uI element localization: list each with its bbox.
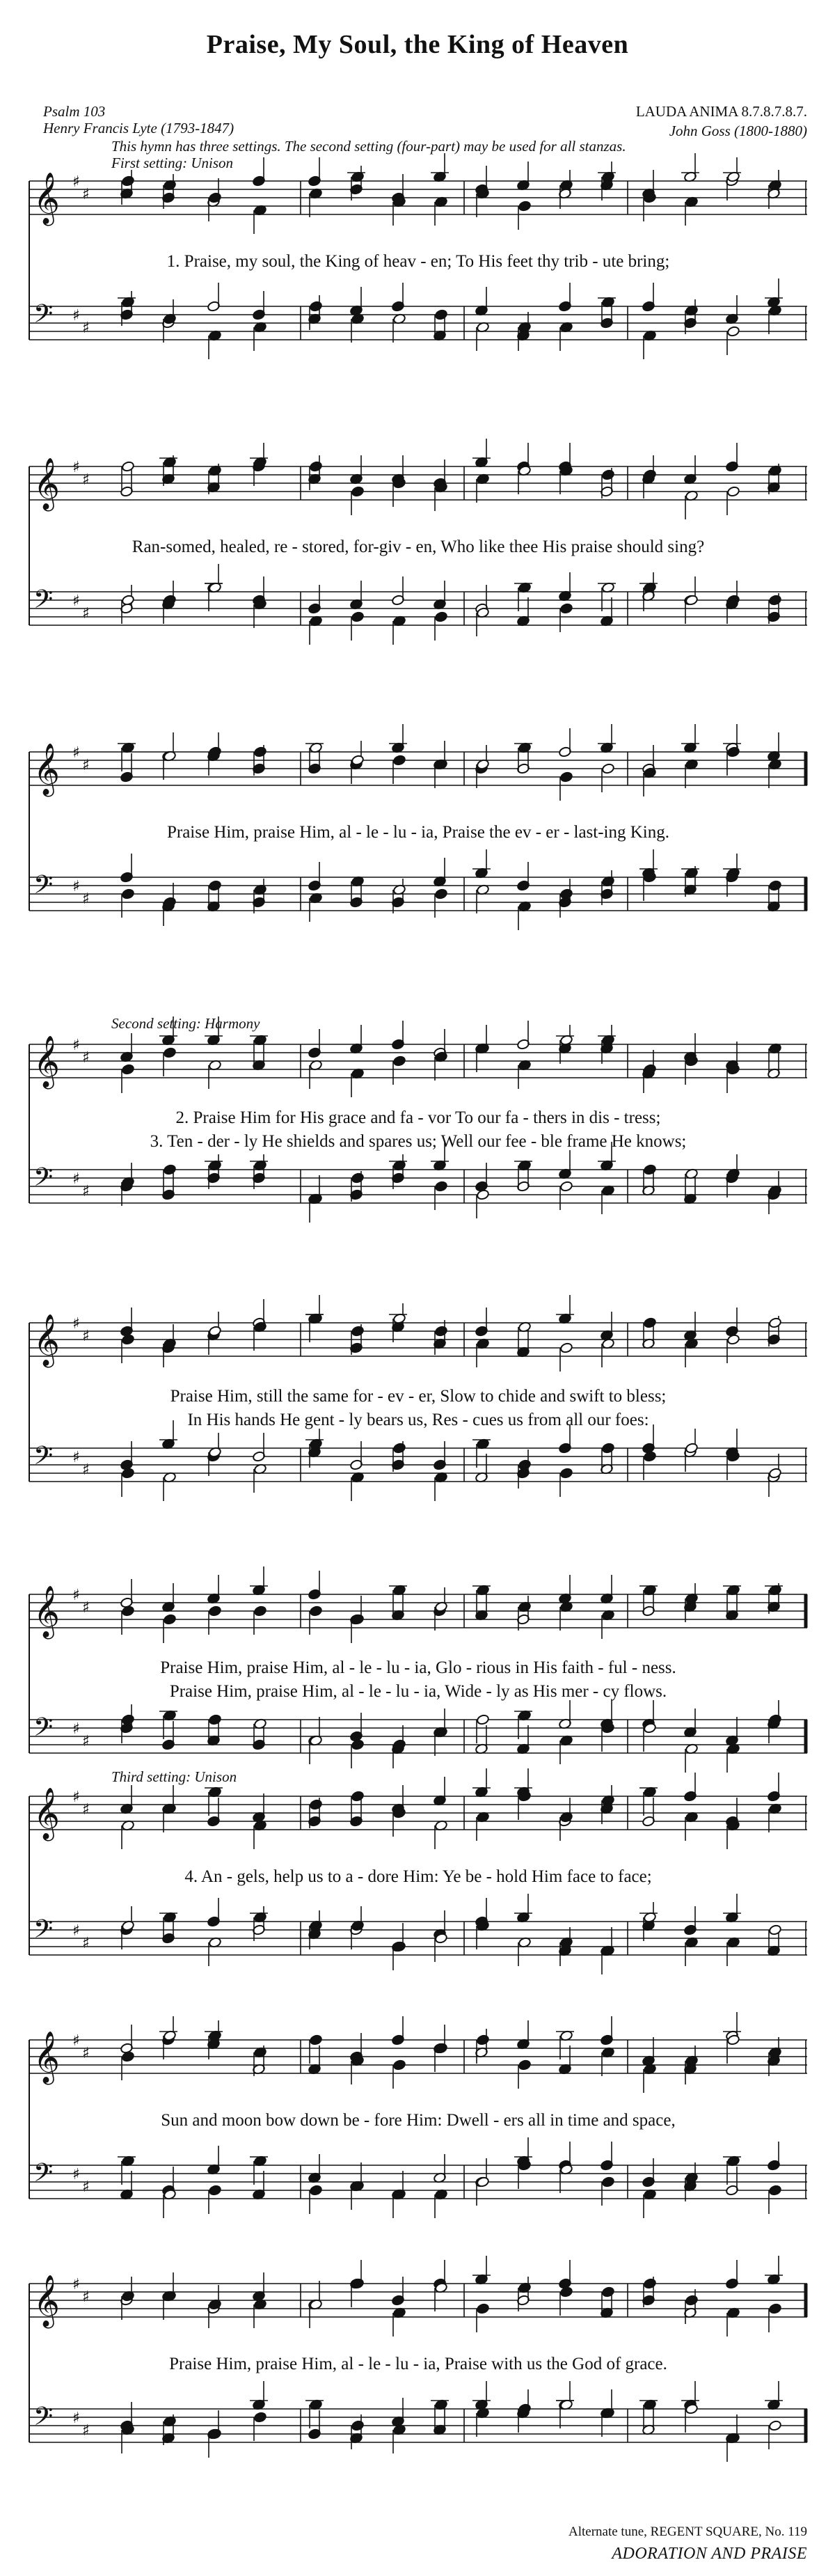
note-head	[768, 2303, 781, 2314]
staff-notation	[29, 2277, 807, 2506]
note-head	[768, 880, 781, 891]
sharp-icon: ♯	[82, 605, 90, 622]
sharp-icon: ♯	[82, 186, 90, 203]
sharp-icon: ♯	[82, 2422, 90, 2440]
bass-clef-icon: 𝄢	[33, 1441, 54, 1477]
sharp-icon: ♯	[72, 1449, 80, 1466]
note-head	[601, 2176, 614, 2188]
note-head	[518, 2059, 531, 2071]
note-head	[309, 1605, 322, 1617]
note-head	[726, 326, 740, 337]
lyric-line: Sun and moon bow down be - fore Him: Dwell - ers all in time and space,	[161, 2111, 676, 2130]
note-head	[163, 1164, 176, 1175]
staff-notation	[29, 174, 807, 404]
note-head	[685, 2295, 698, 2306]
sharp-icon: ♯	[82, 1733, 90, 1750]
sharp-icon: ♯	[72, 592, 80, 610]
sharp-icon: ♯	[72, 744, 80, 762]
sharp-icon: ♯	[82, 1183, 90, 1200]
note-head	[208, 880, 221, 891]
sharp-icon: ♯	[82, 890, 90, 908]
lyric-line: Praise Him, praise Him, al - le - lu - ia, Praise with us the God of grace.	[169, 2355, 667, 2373]
note-head	[208, 1605, 221, 1617]
lyric-line: 2. Praise Him for His grace and fa - vor To our fa - thers in dis - tress;	[175, 1108, 661, 1127]
lyric-line: Ran-somed, healed, re - stored, for-giv - en, Who like thee His praise should sing?	[132, 537, 705, 556]
lyric-line: Praise Him, praise Him, al - le - lu - ia, Wide - ly as His mer - cy flows.	[169, 1682, 667, 1701]
bass-clef-icon: 𝄢	[33, 2402, 54, 2437]
sharp-icon: ♯	[72, 1789, 80, 1806]
note-head	[768, 2185, 781, 2196]
note-head	[768, 2420, 781, 2431]
staff-notation	[29, 1789, 807, 2019]
treble-clef-icon: 𝄞	[33, 1314, 60, 1366]
bass-clef-icon: 𝄢	[33, 1915, 54, 1950]
sharp-icon: ♯	[72, 1587, 80, 1604]
note-head	[208, 1714, 221, 1725]
staff-notation	[29, 460, 807, 689]
sharp-icon: ♯	[72, 1315, 80, 1333]
note-head	[559, 1181, 573, 1192]
note-head	[434, 1326, 447, 1337]
lyric-line: Praise Him, praise Him, al - le - lu - ia, Praise the ev - er - last-ing King.	[166, 823, 670, 842]
text-author: Henry Francis Lyte (1793-1847)	[43, 120, 234, 136]
staff-notation	[29, 1587, 807, 1817]
note-head	[253, 746, 267, 757]
note-head	[351, 486, 364, 497]
note-head	[559, 1468, 573, 1479]
note-head	[434, 611, 447, 622]
sharp-icon: ♯	[72, 307, 80, 324]
note-head	[121, 175, 134, 187]
note-head	[121, 595, 134, 606]
note-head	[309, 2185, 322, 2196]
third-setting-label: Third setting: Unison	[111, 1768, 237, 1785]
note-head	[253, 2412, 267, 2423]
note-head	[121, 888, 134, 900]
tune-name: LAUDA ANIMA 8.7.8.7.8.7.	[635, 103, 807, 120]
sharp-icon: ♯	[72, 2276, 80, 2293]
treble-clef-icon: 𝄞	[33, 1788, 60, 1839]
lyric-line: Praise Him, praise Him, al - le - lu - ia, Glo - rious in His faith - ful - ness.	[160, 1658, 676, 1677]
note-head	[351, 1172, 364, 1184]
note-head	[121, 1064, 134, 1075]
sharp-icon: ♯	[82, 1049, 90, 1067]
second-setting-label: Second setting: Harmony	[111, 1015, 260, 1032]
note-head	[309, 2034, 322, 2045]
note-head	[768, 1924, 781, 1935]
note-head	[309, 1799, 322, 1810]
alternate-tune-note: Alternate tune, REGENT SQUARE, No. 119	[568, 2524, 807, 2539]
note-head	[309, 461, 322, 472]
note-head	[601, 2286, 614, 2298]
sharp-icon: ♯	[72, 459, 80, 476]
sharp-icon: ♯	[82, 2288, 90, 2306]
treble-clef-icon: 𝄞	[33, 1586, 60, 1638]
note-head	[434, 309, 447, 320]
note-head	[518, 1459, 531, 1470]
composer: John Goss (1800-1880)	[669, 123, 807, 139]
sharp-icon: ♯	[72, 1720, 80, 1738]
bass-clef-icon: 𝄢	[33, 870, 54, 906]
note-head	[601, 1443, 614, 1454]
settings-note: This hymn has three settings. The second setting (four-part) may be used for all stanzas.	[111, 138, 626, 155]
note-head	[601, 469, 614, 480]
sharp-icon: ♯	[82, 1328, 90, 1345]
sharp-icon: ♯	[72, 878, 80, 895]
music-system-6	[29, 1587, 807, 1817]
note-head	[121, 1714, 134, 1725]
note-head	[476, 1714, 489, 1725]
lyric-line: 4. An - gels, help us to a - dore Him: Ye be - hold Him face to face;	[184, 1867, 652, 1886]
staff-notation	[29, 1316, 807, 1546]
sharp-icon: ♯	[72, 1170, 80, 1188]
sharp-icon: ♯	[72, 2166, 80, 2183]
sharp-icon: ♯	[82, 320, 90, 337]
note-head	[559, 771, 573, 783]
note-head	[351, 1326, 364, 1337]
hymn-category: ADORATION AND PRAISE	[612, 2545, 807, 2563]
treble-clef-icon: 𝄞	[33, 744, 60, 795]
first-setting-label: First setting: Unison	[111, 155, 234, 171]
note-head	[559, 1342, 573, 1353]
treble-clef-icon: 𝄞	[33, 1036, 60, 1087]
sharp-icon: ♯	[72, 2032, 80, 2050]
note-head	[392, 755, 406, 766]
bass-clef-icon: 𝄢	[33, 1163, 54, 1198]
note-head	[208, 2185, 221, 2196]
note-head	[518, 201, 531, 212]
note-head	[163, 1047, 176, 1058]
sharp-icon: ♯	[82, 2178, 90, 2196]
bass-clef-icon: 𝄢	[33, 1713, 54, 1748]
sharp-icon: ♯	[82, 2045, 90, 2062]
lyric-line: Praise Him, still the same for - ev - er, Slow to chide and swift to bless;	[170, 1387, 667, 1406]
psalm-reference: Psalm 103	[43, 103, 106, 120]
bass-clef-icon: 𝄢	[33, 585, 54, 620]
note-head	[768, 1317, 781, 1328]
sharp-icon: ♯	[82, 1461, 90, 1479]
music-system-4	[29, 1037, 807, 1267]
note-head	[601, 763, 614, 774]
music-system-2	[29, 460, 807, 689]
note-head	[351, 611, 364, 622]
note-head	[643, 1317, 656, 1328]
sharp-icon: ♯	[82, 471, 90, 489]
sharp-icon: ♯	[82, 1801, 90, 1819]
sharp-icon: ♯	[72, 2410, 80, 2427]
note-head	[643, 1164, 656, 1175]
staff-notation	[29, 1037, 807, 1267]
note-head	[434, 1181, 447, 1192]
music-system-8	[29, 2033, 807, 2263]
bass-clef-icon: 𝄢	[33, 2158, 54, 2194]
music-system-1	[29, 174, 807, 404]
note-head	[726, 486, 740, 497]
sharp-icon: ♯	[72, 173, 80, 191]
note-head	[476, 2303, 489, 2314]
staff-notation	[29, 745, 807, 975]
sharp-icon: ♯	[82, 757, 90, 774]
note-head	[392, 1443, 406, 1454]
bass-clef-icon: 𝄢	[33, 299, 54, 335]
note-head	[392, 1055, 406, 1067]
treble-clef-icon: 𝄞	[33, 2275, 60, 2327]
music-system-5	[29, 1316, 807, 1546]
hymn-title: Praise, My Soul, the King of Heaven	[206, 30, 629, 59]
note-head	[253, 1605, 267, 1617]
music-system-7	[29, 1789, 807, 2019]
note-head	[163, 1614, 176, 1625]
note-head	[768, 595, 781, 606]
staff-notation	[29, 2033, 807, 2263]
treble-clef-icon: 𝄞	[33, 2032, 60, 2083]
note-head	[476, 2034, 489, 2045]
note-head	[434, 888, 447, 900]
note-head	[392, 2059, 406, 2071]
sharp-icon: ♯	[82, 1599, 90, 1617]
sharp-icon: ♯	[72, 1037, 80, 1054]
treble-clef-icon: 𝄞	[33, 173, 60, 224]
note-head	[121, 461, 134, 472]
note-head	[559, 888, 573, 900]
treble-clef-icon: 𝄞	[33, 458, 60, 510]
music-system-3	[29, 745, 807, 975]
lyric-line: 3. Ten - der - ly He shields and spares us; Well our fee - ble frame He knows;	[150, 1132, 687, 1151]
note-head	[309, 301, 322, 312]
note-head	[559, 603, 573, 614]
lyric-line: 1. Praise, my soul, the King of heav - en; To His feet thy trib - ute bring;	[166, 252, 670, 271]
music-system-9	[29, 2277, 807, 2506]
sharp-icon: ♯	[72, 1922, 80, 1940]
note-head	[351, 1791, 364, 1802]
note-head	[351, 2420, 364, 2431]
lyric-line: In His hands He gent - ly bears us, Res - cues us from all our foes:	[187, 1411, 649, 1429]
note-head	[643, 2278, 656, 2289]
sharp-icon: ♯	[82, 1935, 90, 1952]
